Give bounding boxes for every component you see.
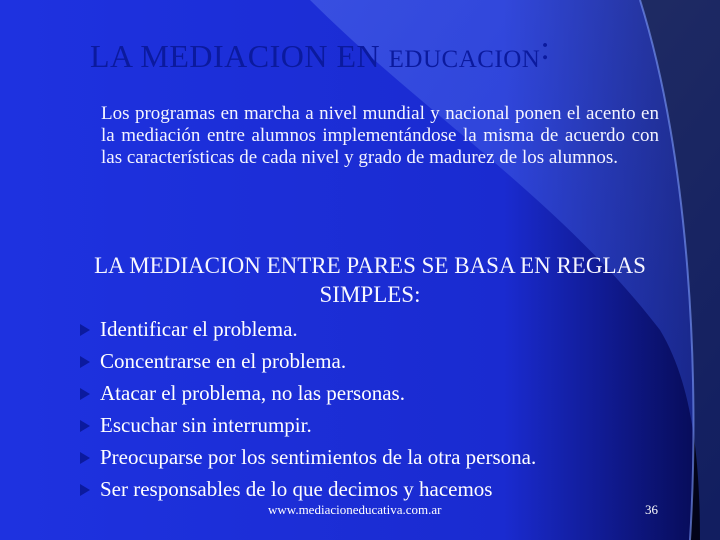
- list-item: [80, 409, 680, 441]
- rules-list: [80, 313, 680, 505]
- footer-url: www.mediacioneducativa.com.ar: [268, 502, 442, 517]
- list-item: [80, 377, 680, 409]
- arrow-bullet-icon: [80, 452, 90, 464]
- subheading: LA MEDIACION ENTRE PARES SE BASA EN REGLAS SIMPLES:: [94, 253, 646, 307]
- list-item: [80, 313, 680, 345]
- list-item-text: Preocuparse por los sentimientos de la otra persona.: [100, 444, 537, 469]
- list-item-text: Atacar el problema, no las personas.: [100, 380, 405, 405]
- list-item-text: Escuchar sin interrumpir.: [100, 412, 312, 437]
- list-item: [80, 473, 680, 505]
- arrow-bullet-icon: [80, 356, 90, 368]
- arrow-bullet-icon: [80, 420, 90, 432]
- intro-paragraph: Los programas en marcha a nivel mundial y nacional ponen el acento en la mediación entre alumnos implementándose la misma de acuerdo con las características de cada nivel y grado de madurez de los alumnos.: [101, 103, 659, 168]
- title-education: EDUCACION: [388, 46, 541, 73]
- arrow-bullet-icon: [80, 324, 90, 336]
- page-number: 36: [645, 502, 658, 517]
- arrow-bullet-icon: [80, 484, 90, 496]
- title-main: LA MEDIACION EN: [90, 38, 381, 74]
- list-item: [80, 345, 680, 377]
- list-item: [80, 441, 680, 473]
- list-item-text: Concentrarse en el problema.: [100, 348, 347, 373]
- arrow-bullet-icon: [80, 388, 90, 400]
- slide-title: [90, 30, 690, 76]
- list-item-text: Identificar el problema.: [100, 316, 298, 341]
- list-item-text: Ser responsables de lo que decimos y hacemos: [100, 476, 493, 501]
- title-colon: :: [540, 30, 551, 67]
